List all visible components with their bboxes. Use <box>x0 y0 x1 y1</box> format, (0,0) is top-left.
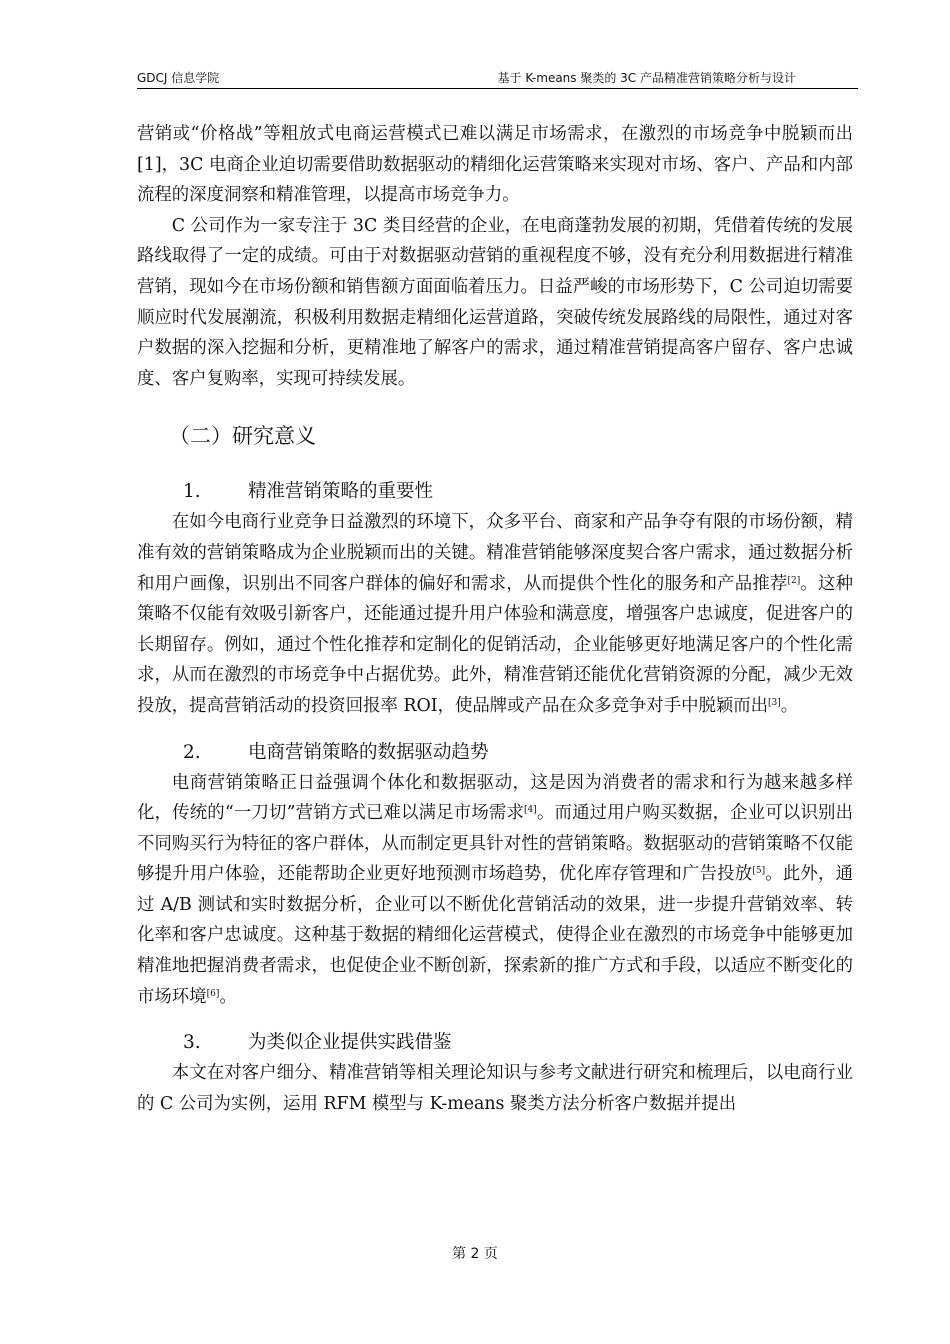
subsection-heading-1 <box>137 477 853 507</box>
page-body <box>137 119 853 1119</box>
subsection-number: 1. <box>183 481 201 503</box>
citation-ref: [3] <box>768 697 781 708</box>
paragraph-company-background: C 公司作为一家专注于 3C 类目经营的企业，在电商蓬勃发展的初期，凭借着传统的发展路线取得了一定的成绩。可由于对数据驱动营销的重视程度不够，没有充分利用数据进行精准营销，现如今在市场份额和销售额方面面临着压力。日益严峻的市场形势下，C 公司迫切需要顺应时代发展潮流，积极利用数据走精细化运营道路，突破传统发展路线的局限性，通过对客户数据的深入挖掘和分析，更精准地了解客户的需求，通过精准营销提高客户留存、客户忠诚度、客户复购率，实现可持续发展。 <box>137 215 853 389</box>
citation-ref: [6] <box>206 988 220 999</box>
page-footer <box>0 1243 950 1263</box>
paragraph-intro-continued: 营销或“价格战”等粗放式电商运营模式已难以满足市场需求，在激烈的市场竞争中脱颖而出[1]，3C 电商企业迫切需要借助数据驱动的精细化运营策略来实现对市场、客户、产品和内部流程的深度洞察和精准管理，以提高市场竞争力。 <box>137 124 853 206</box>
subsection-heading-3 <box>137 1028 853 1058</box>
citation-ref: [4] <box>524 805 537 816</box>
subsection-title: 为类似企业提供实践借鉴 <box>248 1032 452 1054</box>
subsection-title: 精准营销策略的重要性 <box>248 481 434 503</box>
paragraph-data-driven-trend: 电商营销策略正日益强调个体化和数据驱动，这是因为消费者的需求和行为越来越多样化，传统的“一刀切”营销方式已难以满足市场需求[4]。而通过用户购买数据，企业可以识别出不同购买行为特征的客户群体，从而制定更具针对性的营销策略。数据驱动的营销策略不仅能够提升用户体验，还能帮助企业更好地预测市场趋势，优化库存管理和广告投放[5]。此外，通过 A/B 测试和实时数据分析，企业可以不断优化营销活动的效果，进一步提升营销效率、转化率和客户忠诚度。这种基于数据的精细化运营模式，使得企业在激烈的市场竞争中能够更加精准地把握消费者需求，也促使企业不断创新，探索新的推广方式和手段，以适应不断变化的市场环境[6]。 <box>137 772 853 1007</box>
paragraph-practical-reference: 本文在对客户细分、精准营销等相关理论知识与参考文献进行研究和梳理后，以电商行业的 C 公司为实例，运用 RFM 模型与 K-means 聚类方法分析客户数据并提出 <box>137 1063 853 1114</box>
citation-ref: [2] <box>787 575 801 586</box>
citation-ref: [5] <box>752 866 766 877</box>
subsection-number: 2. <box>183 741 201 763</box>
subsection-title: 电商营销策略的数据驱动趋势 <box>248 741 489 763</box>
header-paper-title: 基于 K-means 聚类的 3C 产品精准营销策略分析与设计 <box>497 71 796 85</box>
subsection-heading-2 <box>137 738 853 768</box>
subsection-number: 3. <box>183 1032 201 1054</box>
page-header <box>137 70 858 89</box>
page-number: 第 2 页 <box>452 1246 498 1262</box>
header-institution: GDCJ 信息学院 <box>137 71 220 85</box>
paragraph-precision-marketing: 在如今电商行业竞争日益激烈的环境下，众多平台、商家和产品争夺有限的市场份额，精准有效的营销策略成为企业脱颖而出的关键。精准营销能够深度契合客户需求，通过数据分析和用户画像，识别出不同客户群体的偏好和需求，从而提供个性化的服务和产品推荐[2]。这种策略不仅能有效吸引新客户，还能通过提升用户体验和满意度，增强客户忠诚度，促进客户的长期留存。例如，通过个性化推荐和定制化的促销活动，企业能够更好地满足客户的个性化需求，从而在激烈的市场竞争中占据优势。此外，精准营销还能优化营销资源的分配，减少无效投放，提高营销活动的投资回报率 ROI，使品牌或产品在众多竞争对手中脱颖而出[3]。 <box>137 512 853 716</box>
section-heading-research-significance: （二）研究意义 <box>169 424 316 449</box>
